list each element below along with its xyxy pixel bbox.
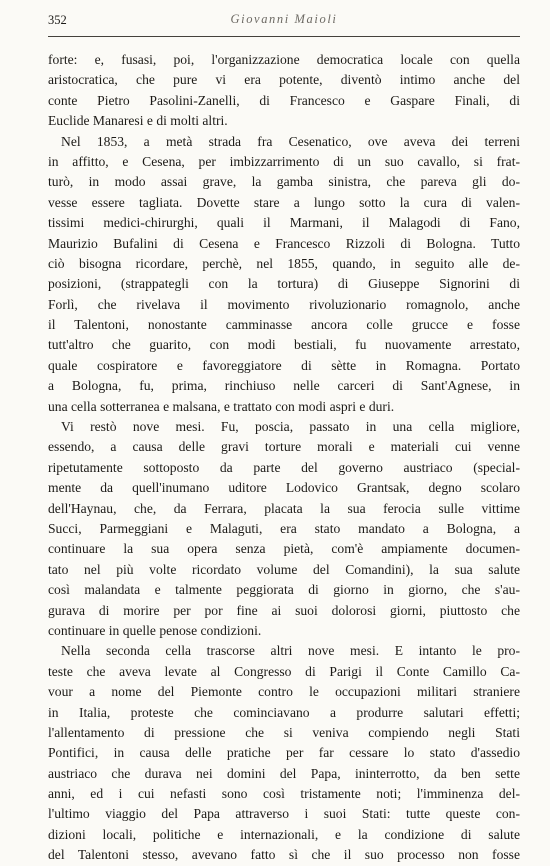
text-line: Forlì, che rivelava il movimento rivoluzionario romagnolo, anche [48,296,520,312]
header-rule [48,36,520,37]
text-line: a Bologna, fu, prima, rinchiuso nelle carceri di Sant'Agnese, in [48,378,520,394]
text-line: Pontifici, in causa delle pratiche per far cessare lo stato d'assedio [48,745,520,761]
text-line: continuare la sua opera senza pietà, com'è ampiamente documen- [48,541,520,557]
text-line: teste che aveva levate al Congresso di Parigi il Conte Camillo Ca- [48,663,520,679]
text-line: del Talentoni stesso, avevano fatto sì che il suo processo non fosse [48,847,520,863]
text-line: Nella seconda cella trascorse altri nove mesi. E intanto le pro- [61,643,520,659]
text-line: dell'Haynau, che, da Ferrara, placata la sua ferocia sulle vittime [48,500,520,516]
text-line: tato nel più volte ricordato volume del Comandini), la sua salute [48,561,520,577]
text-line: essendo, a causa delle gravi torture morali e materiali cui venne [48,439,520,455]
text-line: Succi, Parmeggiani e Malaguti, era stato mandato a Bologna, a [48,520,520,536]
text-line: vour a nome del Piemonte contro le occupazioni militari straniere [48,684,520,700]
text-line: una cella sotterranea e malsana, e trattato con modi aspri e duri. [48,398,395,414]
text-line: ciò bisogna ricordare, perchè, nel 1855, quando, in seguito alle de- [48,255,520,271]
running-title: Giovanni Maioli [230,12,338,26]
text-line: continuare in quelle penose condizioni. [48,622,262,638]
text-line: in Italia, proteste che cominciavano a produrre salutari effetti; [48,704,520,720]
text-line: Maurizio Bufalini di Cesena e Francesco Rizzoli di Bologna. Tutto [48,235,520,251]
text-line: Nel 1853, a metà strada fra Cesenatico, ove aveva dei terreni [61,133,520,149]
text-line: tissimi medici-chirurghi, quali il Marmani, il Malagodi di Fano, [48,215,520,231]
text-line: gurava di morire per por fine ai suoi dolorosi giorni, piuttosto che [48,602,520,618]
text-line: anni, ed i cui nefasti sono così tristamente noti; l'imminenza del- [48,786,520,802]
text-line: Euclide Manaresi e di molti altri. [48,113,228,129]
text-line: dizioni locali, politiche e internazionali, e la condizione di salute [48,826,520,842]
body-text [48,50,520,866]
text-line: vesse essere tagliata. Dovette stare a lungo sotto la cura di valen- [48,194,520,210]
text-line: Vi restò nove mesi. Fu, poscia, passato in una cella migliore, [61,419,520,435]
text-line: l'ultimo viaggio del Papa attraverso i suoi Stati: tutte queste con- [48,806,520,822]
text-line: austriaco che durava nei domini del Papa, ininterrotto, da ben sette [48,765,520,781]
text-line: così malandata e talmente peggiorata di giorno in giorno, che s'au- [48,582,520,598]
page-number: 352 [48,13,67,27]
text-line: posizioni, (strappategli con la tortura) di Giuseppe Signorini di [48,276,520,292]
text-line: ripetutamente sottoposto da parte del governo austriaco (special- [48,459,520,475]
text-line: conte Pietro Pasolini-Zanelli, di Francesco e Gaspare Finali, di [48,92,520,108]
text-line: forte: e, fusasi, poi, l'organizzazione democratica locale con quella [48,52,520,67]
text-line: quale cospiratore e favoreggiatore di sètte in Romagna. Portato [48,357,520,373]
text-line: turò, in modo assai grave, la gamba sinistra, che pareva gli do- [48,174,520,190]
text-line: il Talentoni, nonostante camminasse ancora colle grucce e fosse [48,317,520,333]
text-line: aristocratica, che pure vi era potente, diventò intimo anche del [48,72,520,88]
text-line: l'allentamento di pressione che si veniva compiendo negli Stati [48,724,520,740]
text-line: mente da quell'inumano uditore Lodovico Grantsak, degno scolaro [48,480,520,496]
page-header [48,11,520,29]
text-line: tutt'altro che guarito, con modi bestiali, fu nuovamente arrestato, [48,337,520,353]
text-line: in affitto, e Cesena, per imbizzarrimento di un suo cavallo, si frat- [48,153,520,169]
